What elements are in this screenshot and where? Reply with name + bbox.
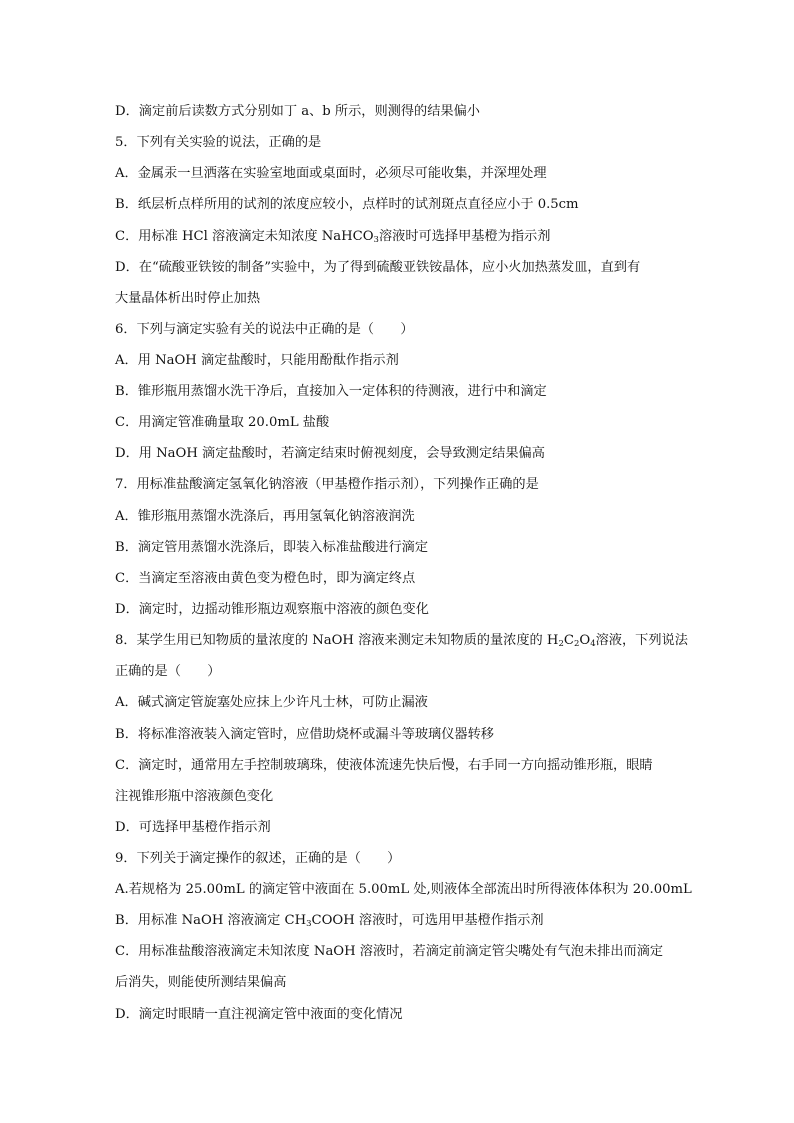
option-c-q9: C．用标准盐酸溶液滴定未知浓度 NaOH 溶液时，若滴定前滴定管尖嘴处有气泡未排出而滴定 (115, 944, 664, 959)
option-b-q8: B．将标准溶液装入滴定管时，应借助烧杯或漏斗等玻璃仪器转移 (115, 727, 494, 742)
option-d-q5: D．在“硫酸亚铁铵的制备”实验中，为了得到硫酸亚铁铵晶体，应小火加热蒸发皿，直到有 (115, 260, 641, 275)
option-c-q8-continued: 注视锥形瓶中溶液颜色变化 (115, 789, 274, 804)
option-d-q9: D．滴定时眼睛一直注视滴定管中液面的变化情况 (115, 1007, 403, 1022)
option-c-q7: C．当滴定至溶液由黄色变为橙色时，即为滴定终点 (115, 571, 416, 586)
option-d-q8: D．可选择甲基橙作指示剂 (115, 820, 271, 835)
question-6-stem: 6．下列与滴定实验有关的说法中正确的是（ ） (115, 322, 414, 337)
option-d-q7: D．滴定时，边摇动锥形瓶边观察瓶中溶液的颜色变化 (115, 602, 429, 617)
option-c-q5: C．用标准 HCl 溶液滴定未知浓度 NaHCO$_3$溶液时可选择甲基橙为指示剂 (115, 229, 551, 245)
option-c-q9-continued: 后消失，则能使所测结果偏高 (115, 975, 287, 990)
option-b-q7: B．滴定管用蒸馏水洗涤后，即装入标准盐酸进行滴定 (115, 540, 429, 555)
option-a-q6: A．用 NaOH 滴定盐酸时，只能用酚酞作指示剂 (115, 353, 399, 368)
option-a-q5: A．金属汞一旦洒落在实验室地面或桌面时，必须尽可能收集，并深埋处理 (115, 166, 547, 181)
option-d-q6: D．用 NaOH 滴定盐酸时，若滴定结束时俯视刻度，会导致测定结果偏高 (115, 446, 545, 461)
option-c-q6: C．用滴定管准确量取 20.0mL 盐酸 (115, 415, 330, 430)
option-c-q8: C．滴定时，通常用左手控制玻璃珠，使液体流速先快后慢，右手同一方向摇动锥形瓶，眼睛 (115, 758, 653, 773)
option-b-q9: B．用标准 NaOH 溶液滴定 $CH_3COOH$ 溶液时，可选用甲基橙作指示剂 (115, 913, 544, 929)
question-9-stem: 9．下列关于滴定操作的叙述，正确的是（ ） (115, 851, 401, 866)
question-8-stem-continued: 正确的是（ ） (115, 664, 221, 679)
option-d-q4: D．滴定前后读数方式分别如丁 a、b 所示，则测得的结果偏小 (115, 104, 480, 119)
option-a-q8: A．碱式滴定管旋塞处应抹上少许凡士林，可防止漏液 (115, 695, 428, 710)
option-a-q9: A.若规格为 25.00mL 的滴定管中液面在 5.00mL 处,则液体全部流出时所得液体体积为 20.00mL (115, 882, 692, 897)
option-b-q5: B．纸层析点样所用的试剂的浓度应较小，点样时的试剂斑点直径应小于 0.5cm (115, 197, 579, 212)
question-7-stem: 7．用标准盐酸滴定氢氧化钠溶液（甲基橙作指示剂），下列操作正确的是 (115, 477, 539, 492)
option-d-q5-continued: 大量晶体析出时停止加热 (115, 291, 261, 306)
question-5-stem: 5．下列有关实验的说法，正确的是 (115, 135, 322, 150)
option-a-q7: A．锥形瓶用蒸馏水洗涤后，再用氢氧化钠溶液润洗 (115, 509, 415, 524)
question-8-stem: 8．某学生用已知物质的量浓度的 NaOH 溶液来测定未知物质的量浓度的 $H_2C_2O_4$溶液，下列说法 (115, 633, 688, 649)
option-b-q6: B．锥形瓶用蒸馏水洗干净后，直接加入一定体积的待测液，进行中和滴定 (115, 384, 547, 399)
